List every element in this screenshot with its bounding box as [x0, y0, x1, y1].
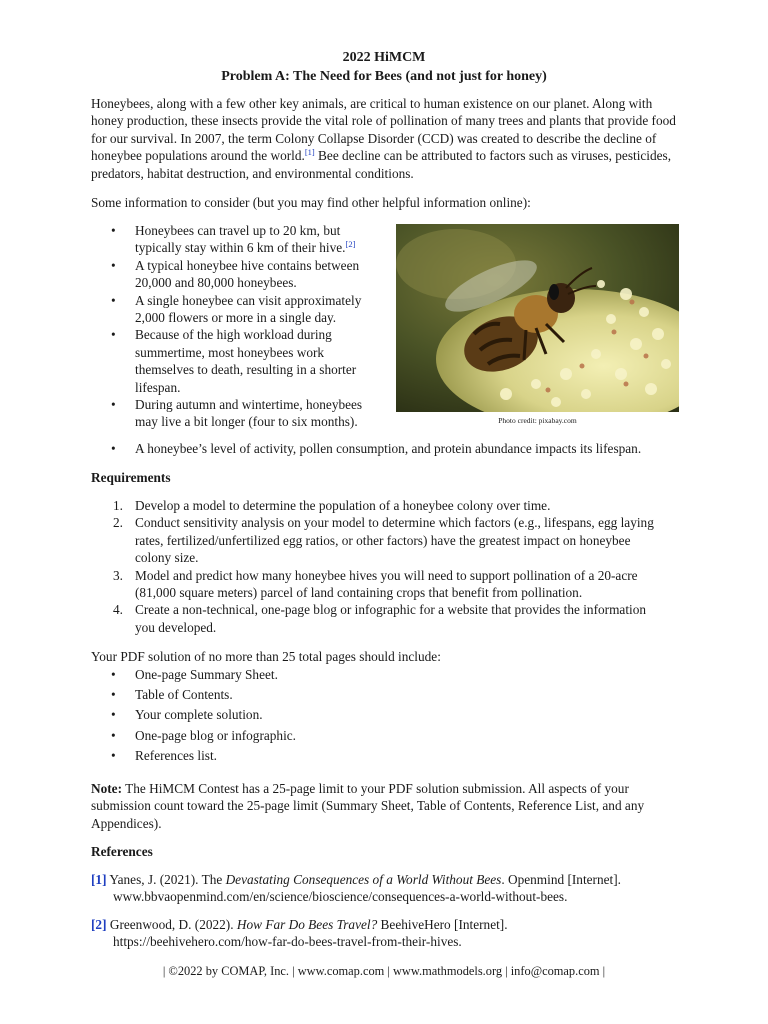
item-number: 3.	[113, 567, 123, 583]
references-heading: References	[91, 844, 153, 859]
info-bullet-list	[91, 222, 391, 431]
list-item: • During autumn and wintertime, honeybees may live a bit longer (four to six months).	[111, 397, 363, 430]
intro-text-2: Bee decline can be attributed to factors such as viruses, pesticides, predators, habitat destruction, and environmental conditions.	[91, 148, 672, 181]
list-item: 1. Develop a model to determine the population of a honeybee colony over time.	[113, 498, 551, 513]
title-line-1: 2022 HiMCM	[342, 50, 426, 65]
reference-1: [1] Yanes, J. (2021). The Devastating Consequences of a World Without Bees. Openmind [Internet]. www.bbvaopenmind.com/en/science/bioscience/consequences-a-world-without-bees.	[91, 871, 691, 906]
bullet-icon: •	[111, 257, 116, 273]
bee-photo-illustration	[396, 224, 679, 412]
page-title	[0, 48, 768, 86]
reference-2-tag: [2]	[91, 917, 107, 932]
list-item: • References list.	[91, 746, 491, 766]
item-number: 2.	[113, 515, 123, 531]
requirements-list	[91, 497, 691, 636]
reference-1-title: Devastating Consequences of a World Without Bees	[225, 872, 502, 887]
bullet-icon: •	[111, 667, 116, 682]
list-item: 3. Model and predict how many honeybee hives you will need to support pollination of a 20-acre (81,000 square meters) parcel of land containing crops that benefit from pollination.	[113, 567, 638, 601]
bullet-icon: •	[111, 687, 116, 703]
title-line-2: Problem A: The Need for Bees (and not just for honey)	[221, 69, 547, 84]
list-item: 4. Create a non-technical, one-page blog or infographic for a website that provides the information you developed.	[113, 602, 647, 635]
bullet-icon: •	[111, 707, 116, 723]
list-item: • A single honeybee can visit approximately 2,000 flowers or more in a single day.	[111, 292, 362, 326]
bee-on-flower-photo	[396, 224, 679, 412]
ref-link-2[interactable]: [2]	[345, 239, 356, 250]
reference-2: [2] Greenwood, D. (2022). How Far Do Bees Travel? BeehiveHero [Internet]. https://beehivehero.com/how-far-do-bees-travel-from-their-hives.	[91, 916, 691, 951]
list-item: • Honeybees can travel up to 20 km, but typically stay within 6 km of their hive.[2]	[111, 223, 356, 256]
list-item: • A honeybee’s level of activity, pollen consumption, and protein abundance impacts its lifespan.	[111, 441, 642, 456]
solution-lead: Your PDF solution of no more than 25 total pages should include:	[91, 649, 441, 664]
info-bullet-list-continued	[91, 440, 711, 457]
intro-text: Honeybees, along with a few other key animals, are critical to human existence on our planet. Along with honey production, these insects provide the vital role of pollination of many trees and plants that provide food for our survival. In 2007, the term Colony Collapse Disorder (CCD) was created to describe the decline of honeybee populations around the world.	[91, 96, 676, 164]
info-lead: Some information to consider (but you may find other helpful information online):	[91, 195, 531, 210]
page-footer: | ©2022 by COMAP, Inc. | www.comap.com | www.mathmodels.org | info@comap.com |	[162, 964, 606, 978]
reference-1-url[interactable]: www.bbvaopenmind.com/en/science/bioscience/consequences-a-world-without-bees.	[113, 889, 568, 905]
bullet-icon: •	[111, 292, 116, 308]
solution-list	[91, 665, 491, 766]
note-label: Note:	[91, 781, 123, 796]
list-item: • One-page blog or infographic.	[91, 726, 491, 746]
reference-2-title: How Far Do Bees Travel?	[236, 917, 378, 932]
bullet-icon: •	[111, 727, 116, 743]
reference-2-url[interactable]: https://beehivehero.com/how-far-do-bees-travel-from-their-hives.	[113, 934, 462, 950]
item-number: 1.	[113, 498, 123, 513]
bullet-icon: •	[111, 327, 116, 343]
item-number: 4.	[113, 602, 123, 618]
bullet-icon: •	[111, 441, 116, 456]
reference-1-tag: [1]	[91, 872, 107, 887]
list-item: • Your complete solution.	[91, 705, 491, 725]
list-item: • One-page Summary Sheet.	[91, 665, 491, 685]
photo-credit: Photo credit: pixabay.com	[498, 416, 577, 425]
intro-paragraph	[91, 95, 681, 182]
ref-link-1[interactable]: [1]	[304, 147, 315, 158]
bullet-icon: •	[111, 223, 116, 238]
list-item: • Because of the high workload during summertime, most honeybees work themselves to death, resulting in a shorter lifespan.	[111, 327, 357, 395]
list-item: • A typical honeybee hive contains between 20,000 and 80,000 honeybees.	[111, 257, 360, 291]
list-item: • Table of Contents.	[91, 685, 491, 705]
list-item: 2. Conduct sensitivity analysis on your model to determine which factors (e.g., lifespans, egg laying rates, fertilized/unfertilized egg ratios, or other factors) have the greatest impact on honeybee colony size.	[113, 515, 654, 566]
bullet-icon: •	[111, 747, 116, 763]
bullet-icon: •	[111, 397, 116, 413]
note-paragraph: Note: The HiMCM Contest has a 25-page limit to your PDF solution submission. All aspects of your submission count toward the 25-page limit (Summary Sheet, Table of Contents, Reference List, and any Appendices).	[91, 781, 645, 831]
requirements-heading: Requirements	[91, 470, 171, 485]
